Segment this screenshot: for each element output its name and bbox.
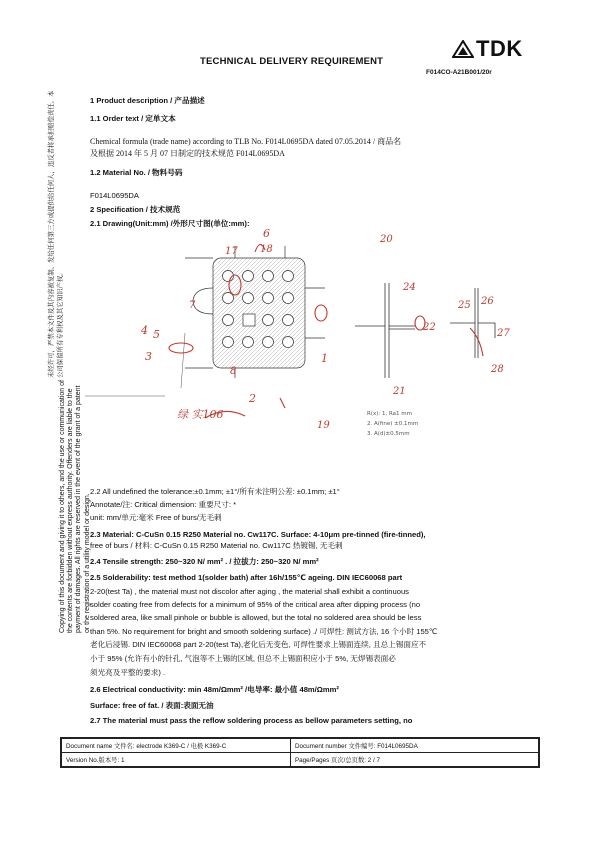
section-1-heading: 1 Product description / 产品描述 [90, 96, 205, 105]
svg-text:2: 2 [249, 392, 256, 405]
leader-line [85, 333, 185, 396]
solderability-line8: 须光亮及平整的要求) . [90, 668, 166, 677]
svg-text:22: 22 [423, 322, 436, 333]
unit-line: unit: mm/单元:毫米 Free of burs/无毛刺 [90, 513, 222, 522]
svg-text:19: 19 [317, 420, 330, 431]
solderability-line3: solder coating free from defects for a minimum of 95% of the critical area after dipping process (no [90, 600, 421, 609]
note-1: R(x): 1, Ra1 mm [367, 411, 412, 417]
footer-doc-name: Document name 文件名: electrode K369-C / 电极 K369-C [62, 739, 291, 753]
svg-text:25: 25 [458, 300, 471, 311]
chemical-formula-line2: 及根据 2014 年 5 月 07 日制定的技术规范 F014L0695DA [90, 149, 285, 158]
section-2-heading: 2 Specification / 技术规范 [90, 205, 181, 214]
chemical-formula-line1: Chemical formula (trade name) according to TLB No. F014L0695DA dated 07.05.2014 / 商品名 [90, 137, 402, 146]
electrode-plate [185, 246, 325, 378]
material-line1: 2.3 Material: C-CuSn 0.15 R250 Material no. Cw117C. Surface: 4-10μm pre-tinned (fire-tinned), [90, 530, 426, 539]
material-line2: free of burs / 材料: C-CuSn 0.15 R250 Material no. Cw117C 热镀锡, 无毛刺 [90, 541, 343, 550]
svg-text:绿 实106: 绿 实106 [177, 408, 224, 421]
footer-pages: Page/Pages 页次/总页数: 2 / 7 [290, 753, 538, 767]
solderability-line2: 2-20(test Ta) , the material must not discolor after aging , the material shall exhibit a continuous [90, 587, 409, 596]
side-view [355, 283, 415, 378]
tensile-strength: 2.4 Tensile strength: 250~320 N/ mm² . / 拉拔力: 250~320 N/ mm² [90, 557, 319, 566]
note-3: 3. A(d)±0.5mm [367, 431, 410, 437]
conductivity-line: 2.6 Electrical conductivity: min 48m/Ωmm² /电导率: 最小值 48m/Ωmm² [90, 685, 339, 694]
tolerance-line: 2.2 All undefined the tolerance:±0.1mm; ±1°/所有未注明公差: ±0.1mm; ±1° [90, 487, 340, 496]
solderability-line6: 老化后浸锡. DIN IEC60068 part 2-20(test Ta),老化后无变色, 可焊性要求上锡面连续, 且总上锡面应不 [90, 640, 427, 649]
technical-drawing [85, 228, 545, 478]
svg-text:20: 20 [380, 234, 393, 245]
material-number: F014L0695DA [90, 191, 139, 200]
reflow-line: 2.7 The material must pass the reflow soldering process as bellow parameters setting, no [90, 716, 413, 725]
surface-line: Surface: free of fat. / 表面:表面无油 [90, 701, 214, 710]
document-id: F014CO-A21B001/20r [426, 69, 492, 76]
solderability-line7: 小于 95% (允许有小的针孔, 气泡等不上锡的区域, 但总不上锡面积应小于 5%, 无焊锡表面必 [90, 654, 396, 663]
svg-text:4: 4 [141, 324, 148, 337]
svg-text:17: 17 [225, 246, 238, 257]
svg-text:6: 6 [263, 228, 270, 240]
legal-text-chinese: 未经许可，严禁本文件及其内容被复制、发给任何第三方或提供给任何人，违反者将承担赔偿责任。本公司保留所有专利权及其它知识产权。 [48, 90, 64, 378]
tdk-logo-icon [452, 40, 474, 58]
note-2: 2. A(fine) ±0.1mm [367, 421, 419, 427]
svg-text:5: 5 [153, 328, 160, 341]
footer-version: Version No.版本号: 1 [62, 753, 291, 767]
tdk-logo [452, 36, 523, 62]
svg-text:27: 27 [497, 328, 510, 339]
svg-text:18: 18 [260, 244, 273, 255]
document-footer [60, 737, 540, 768]
document-title: TECHNICAL DELIVERY REQUIREMENT [200, 56, 384, 67]
svg-text:24: 24 [403, 282, 416, 293]
svg-text:1: 1 [321, 352, 328, 365]
svg-text:7: 7 [189, 300, 196, 311]
svg-text:28: 28 [491, 364, 504, 375]
svg-text:3: 3 [145, 350, 152, 363]
solderability-line5: than 5%. No requirement for bright and smooth soldering surface) ./ 可焊性: 测试方法, 16 个小时 155℃ [90, 627, 438, 636]
red-labels [140, 228, 510, 431]
section-1-2-heading: 1.2 Material No. / 物料号码 [90, 168, 183, 177]
drawing-notes [367, 411, 418, 437]
annotate-line: Annotate/注: Critical dimension: 重要尺寸: * [90, 500, 237, 509]
legal-text-english: Copying of this document and giving it to others, and the use or communication of the contents are forbidden without express authority. Offenders are liable to the payment of damages. All rights are reserved in the event of the grant of a patent or the registration of a utility model or design. [59, 380, 91, 633]
legal-sidebar [48, 88, 91, 633]
solderability-line1: 2.5 Solderability: test method 1(solder bath) after 16h/155℃ ageing. DIN IEC60068 part [90, 573, 403, 582]
footer-doc-number: Document number 文件编号: F014L0695DA [290, 739, 538, 753]
section-2-1-heading: 2.1 Drawing(Unit:mm) /外形尺寸图(单位:mm): [90, 219, 250, 228]
logo-text: TDK [476, 36, 523, 61]
svg-text:26: 26 [481, 296, 494, 307]
svg-text:8: 8 [230, 366, 237, 377]
svg-text:21: 21 [393, 386, 406, 397]
section-1-1-heading: 1.1 Order text / 定单文本 [90, 114, 176, 123]
solderability-line4: soldered area, like small pinhole or bubble is allowed, but the total no soldered area should be less [90, 613, 422, 622]
